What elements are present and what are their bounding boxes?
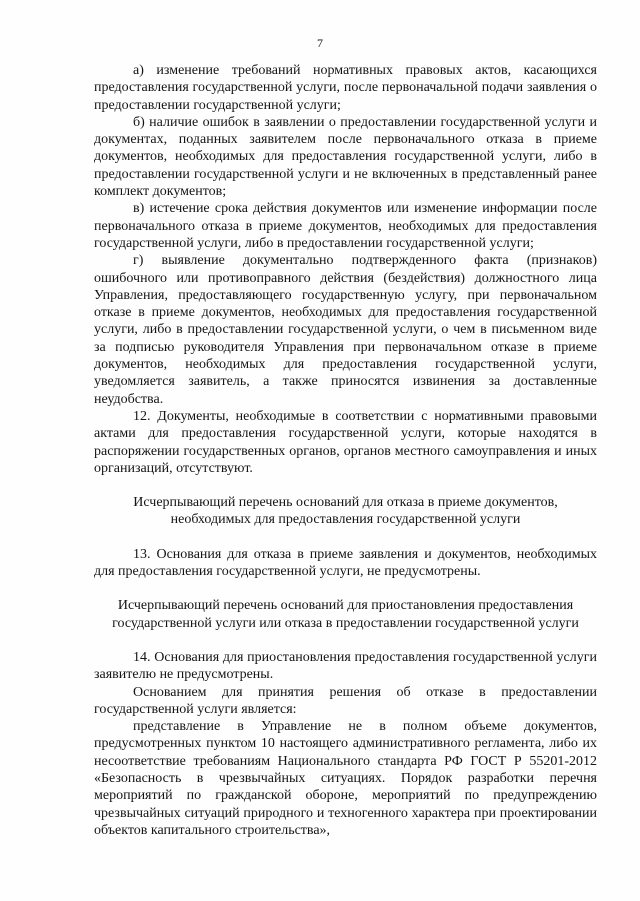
paragraph-incomplete-docs: представление в Управление не в полном объеме документов, предусмотренных пунктом 10 настоящего административного регламента, либо их несоответствие требованиям Национального стандарта РФ ГОСТ Р 55201-2012 «Безопасность в чрезвычайных ситуациях. Порядок разработки перечня мероприятий по гражданской обороне, мероприятий по предупреждению чрезвычайных ситуаций природного и техногенного характера при проектировании объектов капитального строительства»,	[94, 719, 597, 838]
section-heading-refusal-documents: Исчерпывающий перечень оснований для отказа в приеме документов, необходимых для предоставления государственной услуги	[133, 495, 558, 528]
page-number: 7	[317, 36, 323, 50]
document-body	[94, 62, 597, 839]
paragraph-13: 13. Основания для отказа в приеме заявления и документов, необходимых для предоставления государственной услуги, не предусмотрены.	[94, 546, 597, 580]
paragraph-c: в) истечение срока действия документов или изменение информации после первоначального отказа в приеме документов, необходимых для предоставления государственной услуги, либо в предоставлении государственной услуги;	[94, 201, 597, 251]
paragraph-d: г) выявление документально подтвержденного факта (признаков) ошибочного или противоправного действия (бездействия) должностного лица Управления, предоставляющего государственную услугу, при первоначальном отказе в приеме документов, необходимых для предоставления государственной услуги, либо в предоставлении государственной услуги, о чем в письменном виде за подписью руководителя Управления при первоначальном отказе в приеме документов, необходимых для предоставления государственной услуги, уведомляется заявитель, а также приносятся извинения за доставленные неудобства.	[94, 253, 597, 407]
paragraph-b: б) наличие ошибок в заявлении о предоставлении государственной услуги и документах, поданных заявителем после первоначального отказа в приеме документов, необходимых для предоставления государственной услуги, либо в предоставлении государственной услуги и не включенных в представленный ранее комплект документов;	[94, 114, 597, 200]
paragraph-refusal-basis: Основанием для принятия решения об отказе в предоставлении государственной услуги является:	[94, 684, 597, 717]
paragraph-12: 12. Документы, необходимые в соответствии с нормативными правовыми актами для предоставления государственной услуги, которые находятся в распоряжении государственных органов, органов местного самоуправления и иных организаций, отсутствуют.	[94, 408, 597, 476]
paragraph-14: 14. Основания для приостановления предоставления государственной услуги заявителю не предусмотрены.	[94, 649, 597, 683]
section-heading-suspension: Исчерпывающий перечень оснований для приостановления предоставления государственной услуги или отказа в предоставлении государственной услуги	[112, 598, 579, 631]
paragraph-a: а) изменение требований нормативных правовых актов, касающихся предоставления государственной услуги, после первоначальной подачи заявления о предоставлении государственной услуги;	[94, 63, 597, 113]
